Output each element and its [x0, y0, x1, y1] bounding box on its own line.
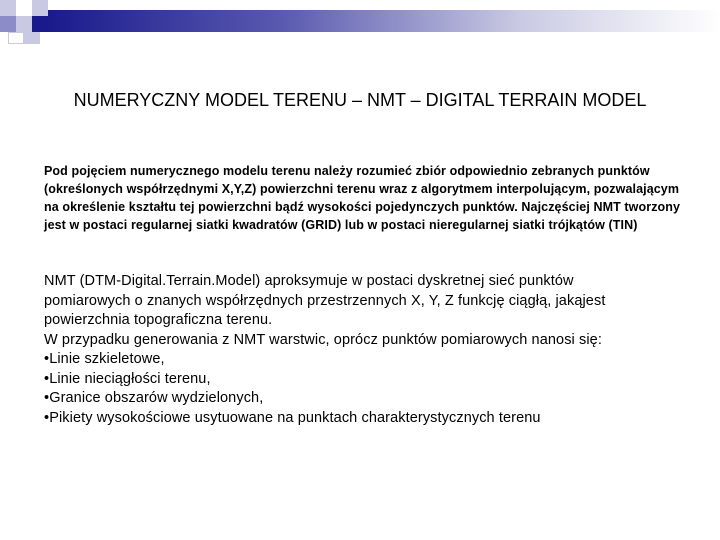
- deco-square: [8, 32, 24, 44]
- bullet-label: Pikiety wysokościowe usytuowane na punktach charakterystycznych terenu: [49, 409, 541, 426]
- deco-square: [16, 0, 32, 16]
- header-decoration: [0, 0, 720, 60]
- text-line: W przypadku generowania z NMT warstwic, oprócz punktów pomiarowych nanosi się:: [44, 331, 602, 348]
- bullet-item: [44, 389, 684, 409]
- deco-square: [32, 0, 48, 16]
- slide-title: NUMERYCZNY MODEL TERENU – NMT – DIGITAL TERRAIN MODEL: [73, 90, 647, 110]
- bullet-item: [44, 370, 684, 390]
- bullet-label: Linie nieciągłości terenu,: [49, 370, 211, 387]
- definition-paragraph: Pod pojęciem numerycznego modelu terenu należy rozumieć zbiór odpowiednio zebranych punktów (określonych współrzędnymi X,Y,Z) powierzchni terenu wraz z algorytmem interpolującym, pozwalającym na określenie kształtu tej powierzchni bądź wysokości pojedynczych punktów. Najczęściej NMT tworzony jest w postaci regularnej siatki kwadratów (GRID) lub w postaci nieregularnej siatki trójkątów (TIN): [44, 164, 681, 232]
- deco-square: [24, 32, 40, 44]
- header-gradient-bar: [48, 10, 720, 32]
- text-line: pomiarowych o znanych współrzędnych przestrzennych X, Y, Z funkcję ciągłą, jakąjest: [44, 292, 606, 309]
- bullet-label: Granice obszarów wydzielonych,: [49, 390, 264, 406]
- deco-square: [16, 16, 32, 32]
- description-paragraph: [44, 272, 684, 428]
- text-line: powierzchnia topograficzna terenu.: [44, 312, 273, 328]
- bullet-item: [44, 409, 684, 429]
- bullet-item: [44, 350, 684, 370]
- deco-square: [0, 16, 16, 32]
- bullet-label: Linie szkieletowe,: [49, 351, 165, 367]
- text-line: NMT (DTM-Digital.Terrain.Model) aproksymuje w postaci dyskretnej sieć punktów: [44, 273, 574, 289]
- deco-square: [0, 0, 16, 16]
- deco-square: [32, 16, 48, 32]
